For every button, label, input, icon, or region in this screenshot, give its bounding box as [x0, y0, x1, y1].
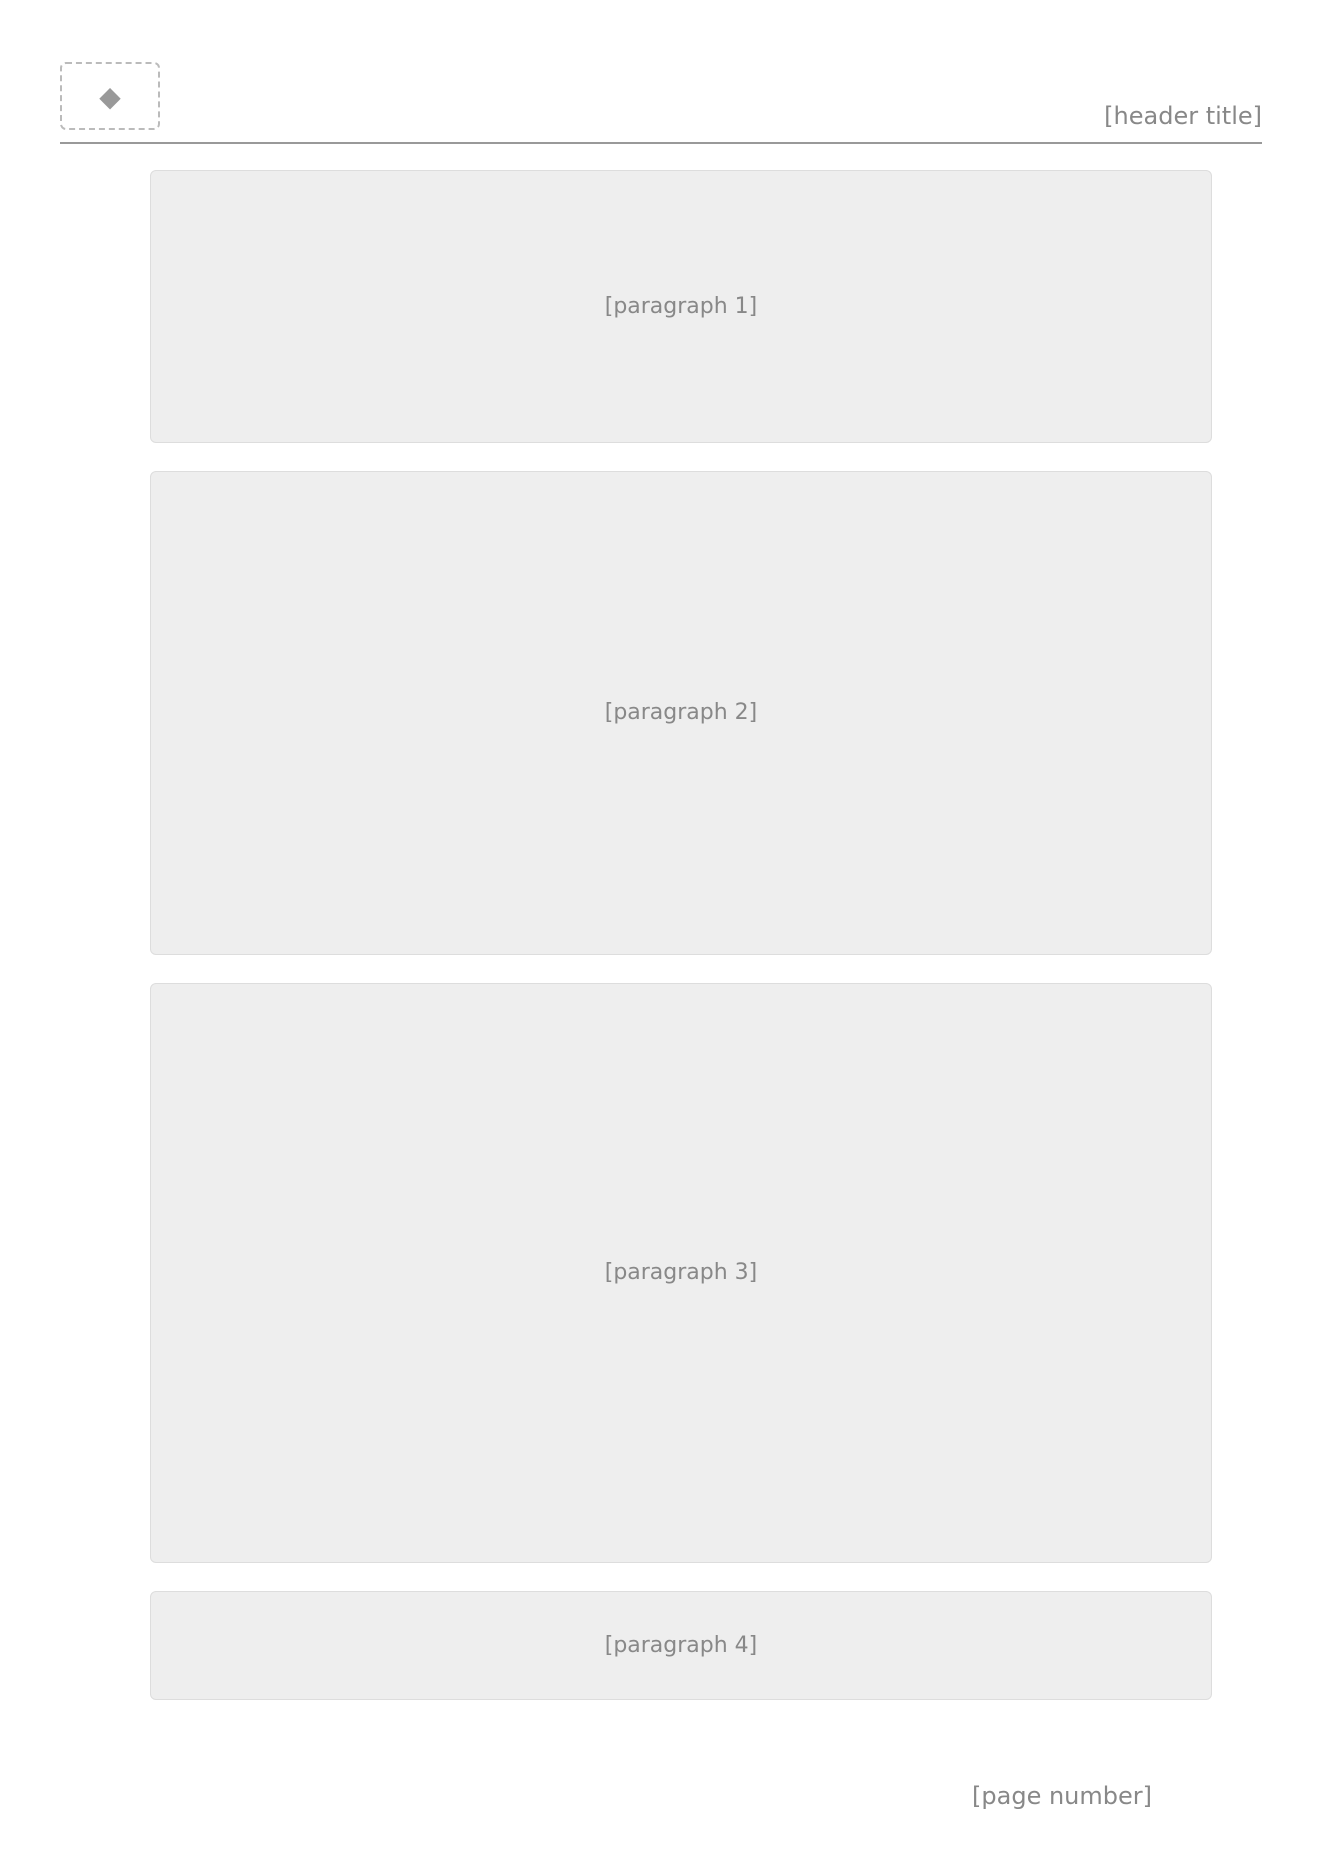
- paragraph-1: [paragraph 1]: [150, 170, 1212, 443]
- paragraph-4: [paragraph 4]: [150, 1591, 1212, 1700]
- dragon-emblem-icon: ◆: [60, 62, 160, 130]
- body-text: [150, 170, 1212, 1700]
- paragraph-3: [paragraph 3]: [150, 983, 1212, 1563]
- page-number: [page number]: [972, 1782, 1152, 1810]
- header-title: [header title]: [1104, 102, 1262, 130]
- paragraph-2: [paragraph 2]: [150, 471, 1212, 955]
- running-header: [60, 40, 1262, 144]
